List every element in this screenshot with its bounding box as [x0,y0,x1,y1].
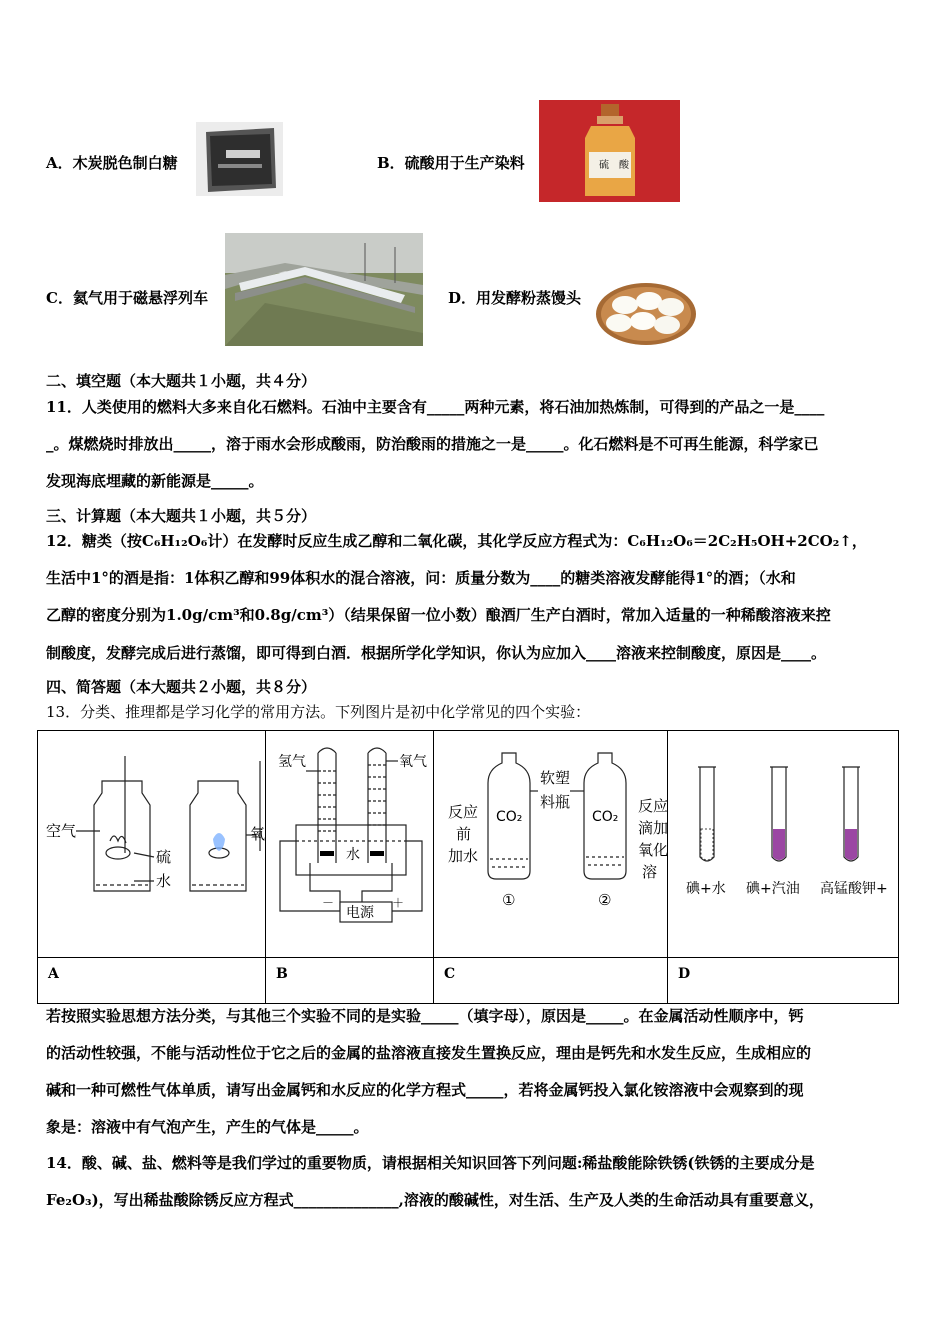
option-a: A．木炭脱色制白糖 [46,154,178,172]
q11-line-1: 11．人类使用的燃料大多来自化石燃料。石油中主要含有_____两种元素，将石油加热炼制，可得到的产品之一是____ [46,398,825,416]
q12-line-4: 制酸度，发酵完成后进行蒸馏，即可得到白酒．根据所学化学知识，你认为应加入____溶液来控制酸度，原因是____。 [46,644,827,662]
label-iodine-water: 碘+水 [686,881,726,897]
q12-line-1: 12．糖类（按C₆H₁₂O₆计）在发酵时反应生成乙醇和二氧化碳，其化学反应方程式为：C₆H₁₂O₆＝2C₂H₅OH+2CO₂↑， [46,532,867,550]
q14-line-2: Fe₂O₃)，写出稀盐酸除锈反应方程式______________,溶液的酸碱性，对生活、生产及人类的生命活动具有重要意义， [46,1191,824,1209]
section-2-heading: 二、填空题（本大题共１小题，共４分） [46,372,317,390]
sulfuric-acid-bottle-image [539,100,680,202]
q12-line-2: 生活中1°的酒是指：1体积乙醇和99体积水的混合溶液，问：质量分数为____的糖类溶液发酵能得1°的酒；（水和 [46,569,796,587]
experiment-b-figure [266,731,434,958]
label-sulfur: 硫 [156,848,172,866]
label-right-2: 滴加 [638,819,667,837]
section-3-heading: 三、计算题（本大题共１小题，共５分） [46,507,317,525]
caption-b: B [266,958,434,1004]
q13-intro: 13．分类、推理都是学习化学的常用方法。下列图片是初中化学常见的四个实验： [46,703,591,721]
label-h2: 氢气 [278,754,306,770]
option-c: C．氦气用于磁悬浮列车 [46,289,208,307]
label-air: 空气 [46,822,77,840]
q13-line-1: 若按照实验思想方法分类，与其他三个实验不同的是实验_____（填字母），原因是_____。在金属活动性顺序中，钙 [46,1007,804,1025]
label-right-1: 反应 [638,797,667,815]
caption-d: D [668,958,899,1004]
label-water-a: 水 [156,872,172,890]
maglev-train-image [225,233,423,346]
label-right-4: 溶 [642,863,658,881]
q14-line-1: 14．酸、碱、盐、燃料等是我们学过的重要物质，请根据相关知识回答下列问题:稀盐酸能除铁锈(铁锈的主要成分是 [46,1154,815,1172]
label-num-1: ① [502,891,516,909]
label-co2-2: CO₂ [592,809,619,825]
label-before-1: 反应 [448,803,479,821]
section-4-heading: 四、简答题（本大题共２小题，共８分） [46,678,317,696]
option-b: B．硫酸用于生产染料 [377,154,525,172]
experiment-a-figure [38,731,266,958]
caption-a: A [38,958,266,1004]
experiment-d-figure [668,731,899,958]
label-co2-1: CO₂ [496,809,523,825]
label-power: 电源 [346,905,374,921]
label-plus: ＋ [392,896,405,910]
caption-c: C [434,958,668,1004]
label-bottle-2: 料瓶 [540,793,571,811]
experiment-table [37,730,899,1004]
experiment-c-figure [434,731,668,958]
q13-line-4: 象是：溶液中有气泡产生，产生的气体是_____。 [46,1118,369,1136]
option-d: D．用发酵粉蒸馒头 [448,289,582,307]
label-iodine-gasoline: 碘+汽油 [746,881,800,897]
q11-line-3: 发现海底埋藏的新能源是_____。 [46,472,264,490]
label-bottle-1: 软塑 [540,769,571,787]
bottle-label: 硫 酸 [599,160,629,171]
q12-line-3: 乙醇的密度分别为1.0g/cm³和0.8g/cm³）（结果保留一位小数）酿酒厂生产白酒时，常加入适量的一种稀酸溶液来控 [46,606,831,624]
q13-line-2: 的活动性较强，不能与活动性位于它之后的金属的盐溶液直接发生置换反应，理由是钙先和水发生反应，生成相应的 [46,1044,812,1062]
label-right-3: 氧化 [638,841,667,859]
steamed-buns-image [595,281,697,346]
charcoal-bag-image [196,122,283,196]
label-o2: 氧气 [399,754,427,770]
label-before-3: 加水 [448,847,479,865]
label-before-2: 前 [456,825,472,843]
label-num-2: ② [598,891,612,909]
label-water-b: 水 [346,847,360,863]
label-oxygen: 氧 [250,825,265,843]
label-kmno4: 高锰酸钾+ [820,881,888,897]
label-minus: － [322,896,335,910]
q11-line-2: _。煤燃烧时排放出_____，溶于雨水会形成酸雨，防治酸雨的措施之一是_____。化石燃料是不可再生能源，科学家已 [46,435,819,453]
q13-line-3: 碱和一种可燃性气体单质，请写出金属钙和水反应的化学方程式_____，若将金属钙投入氯化铵溶液中会观察到的现 [46,1081,804,1099]
